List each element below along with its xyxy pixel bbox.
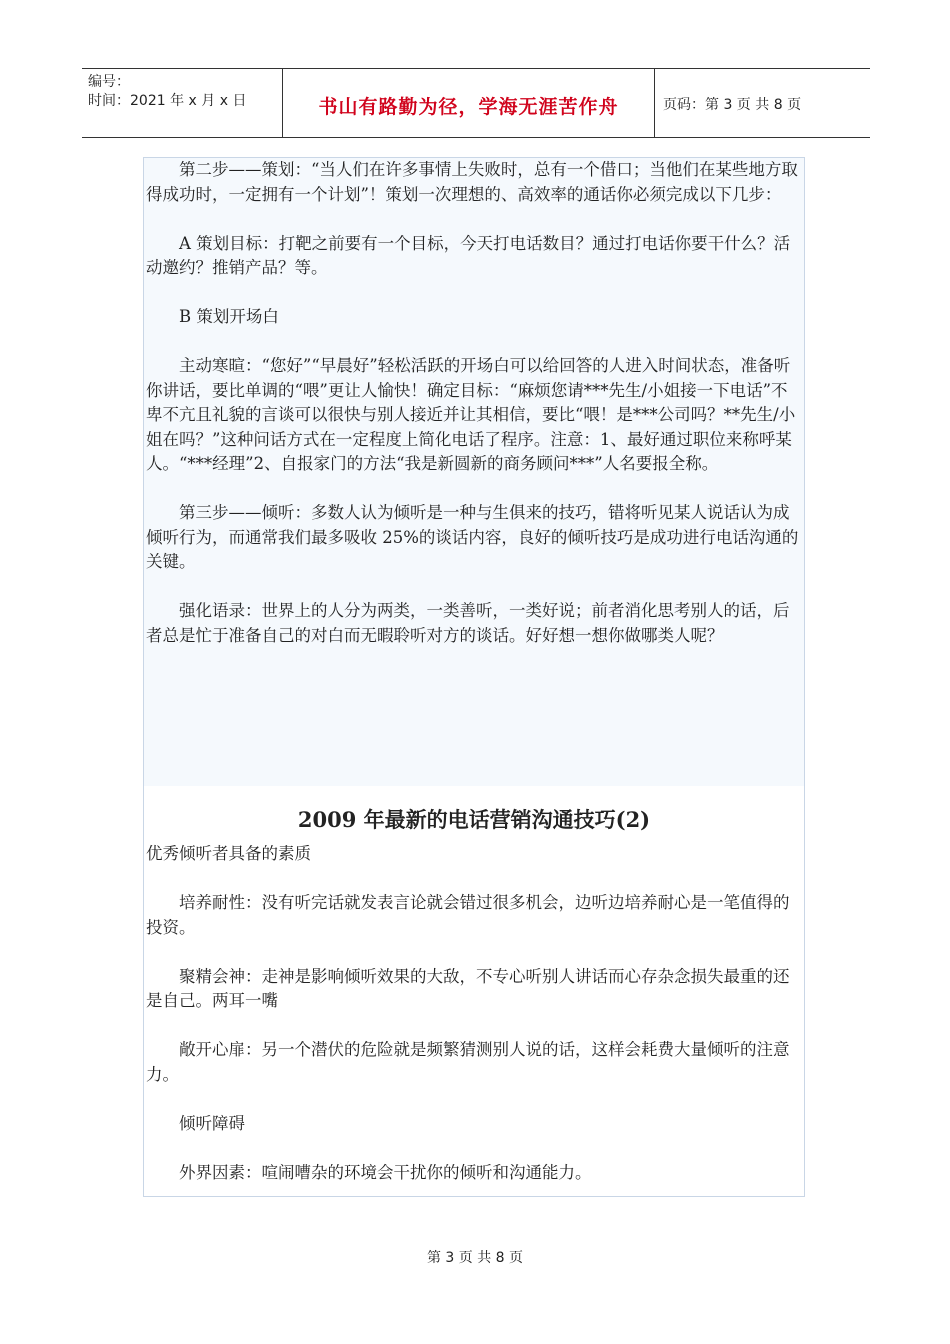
- section-title: 2009 年最新的电话营销沟通技巧(2): [297, 807, 651, 832]
- content-box-2: [143, 786, 805, 1197]
- paragraph: 聚精会神：走神是影响倾听效果的大敌，不专心听别人讲话而心存杂念损失最重的还是自己。两耳一嘴: [146, 966, 790, 1010]
- paragraph: 优秀倾听者具备的素质: [146, 844, 311, 863]
- paragraph: 倾听障碍: [179, 1113, 245, 1133]
- number-label: 编号：: [88, 74, 130, 90]
- paragraph: A 策划目标：打靶之前要有一个目标，今天打电话数目？通过打电话你要干什么？活动邀约？推销产品？等。: [146, 233, 791, 277]
- page-footer: 第 3 页 共 8 页: [426, 1250, 524, 1266]
- paragraph: 培养耐性：没有听完话就发表言论就会错过很多机会，边听边培养耐心是一笔值得的投资。: [146, 893, 790, 937]
- content-box-1: [143, 157, 805, 786]
- header-page-info: 页码：第 3 页 共 8 页: [663, 97, 802, 113]
- header-motto: 书山有路勤为径，学海无涯苦作舟: [282, 69, 655, 137]
- paragraph: B 策划开场白: [179, 307, 279, 326]
- paragraph: 第三步——倾听：多数人认为倾听是一种与生俱来的技巧，错将听见某人说话认为成倾听行为，而通常我们最多吸收 25%的谈话内容，良好的倾听技巧是成功进行电话沟通的关键。: [146, 503, 799, 571]
- page-header: [82, 68, 870, 138]
- header-meta: [82, 69, 282, 137]
- paragraph: 第二步——策划：“当人们在许多事情上失败时，总有一个借口；当他们在某些地方取得成功时，一定拥有一个计划”！策划一次理想的、高效率的通话你必须完成以下几步：: [146, 160, 798, 204]
- paragraph: 强化语录：世界上的人分为两类，一类善听，一类好说；前者消化思考别人的话，后者总是忙于准备自己的对白而无暇聆听对方的谈话。好好想一想你做哪类人呢？: [146, 601, 790, 645]
- paragraph: 敞开心扉：另一个潜伏的危险就是频繁猜测别人说的话，这样会耗费大量倾听的注意力。: [146, 1040, 790, 1084]
- paragraph: 外界因素：喧闹嘈杂的环境会干扰你的倾听和沟通能力。: [179, 1162, 592, 1182]
- time-label: 时间：2021 年 x 月 x 日: [88, 93, 247, 109]
- paragraph: 主动寒暄：“您好”“早晨好”轻松活跃的开场白可以给回答的人进入时间状态，准备听你讲话，要比单调的“喂”更让人愉快！确定目标：“麻烦您请***先生/小姐接一下电话”不卑不亢且礼貌的言谈可以很快与别人接近并让其相信，要比“喂！是***公司吗？**先生/小姐在吗？”这种问话方式在一定程度上简化电话了程序。注意：1、最好通过职位来称呼某人。“***经理”2、自报家门的方法“我是新圆新的商务顾问***”人名要报全称。: [146, 356, 796, 473]
